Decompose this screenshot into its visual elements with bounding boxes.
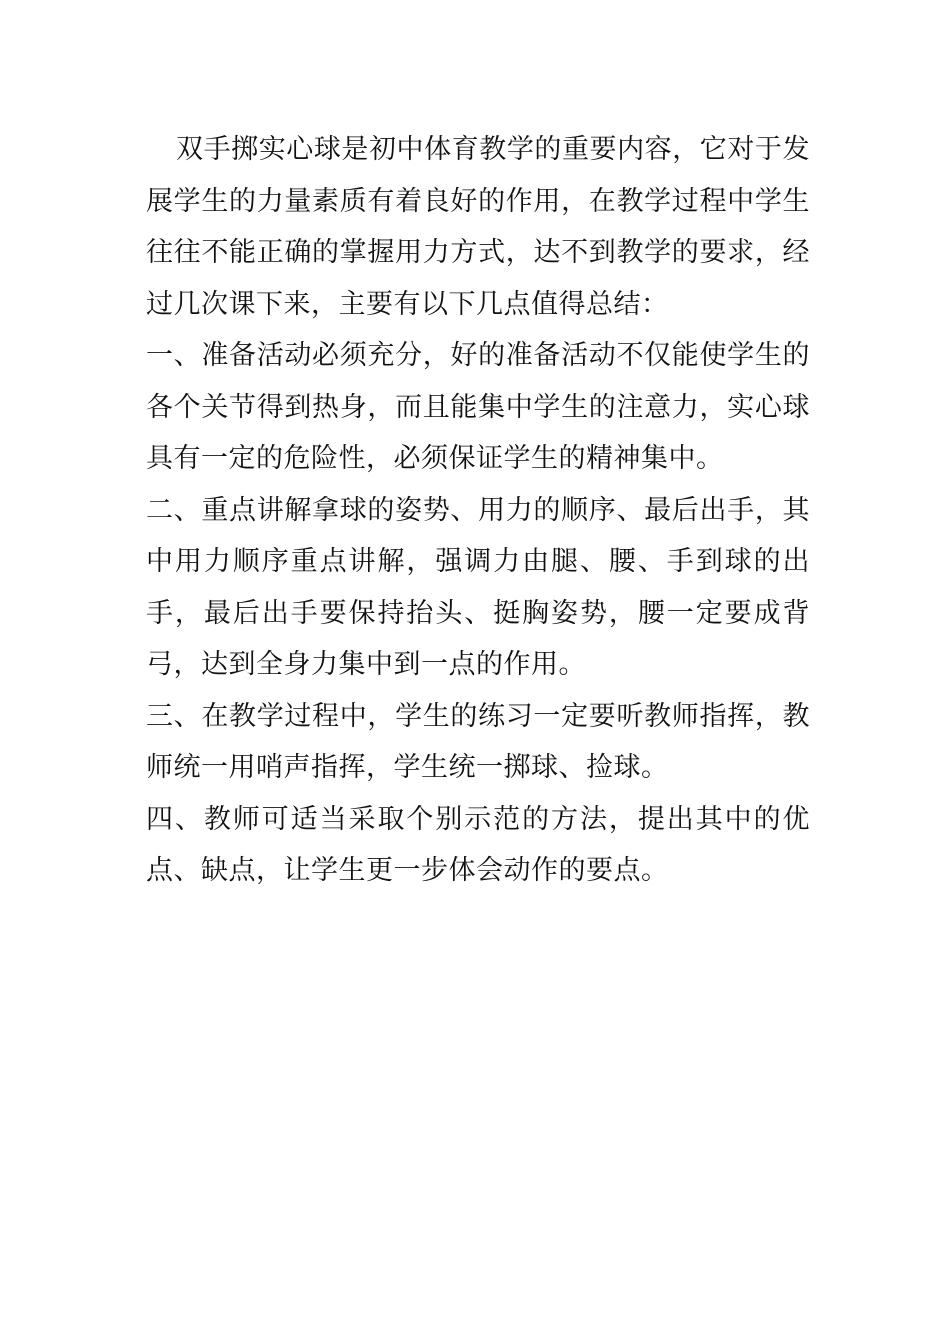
- point-three-paragraph: 三、在教学过程中，学生的练习一定要听教师指挥，教师统一用哨声指挥，学生统一掷球、捡球。: [146, 700, 810, 783]
- point-four-paragraph: 四、教师可适当采取个别示范的方法，提出其中的优点、缺点，让学生更一步体会动作的要点。: [146, 803, 810, 886]
- intro-paragraph: 双手掷实心球是初中体育教学的重要内容，它对于发展学生的力量素质有着良好的作用，在教学过程中学生往往不能正确的掌握用力方式，达不到教学的要求，经过几次课下来，主要有以下几点值得总结：: [146, 134, 810, 320]
- document-body: [146, 124, 810, 897]
- point-one-paragraph: 一、准备活动必须充分，好的准备活动不仅能使学生的各个关节得到热身，而且能集中学生的注意力，实心球具有一定的危险性，必须保证学生的精神集中。: [146, 340, 810, 474]
- point-two-paragraph: 二、重点讲解拿球的姿势、用力的顺序、最后出手，其中用力顺序重点讲解，强调力由腿、腰、手到球的出手，最后出手要保持抬头、挺胸姿势，腰一定要成背弓，达到全身力集中到一点的作用。: [146, 494, 810, 680]
